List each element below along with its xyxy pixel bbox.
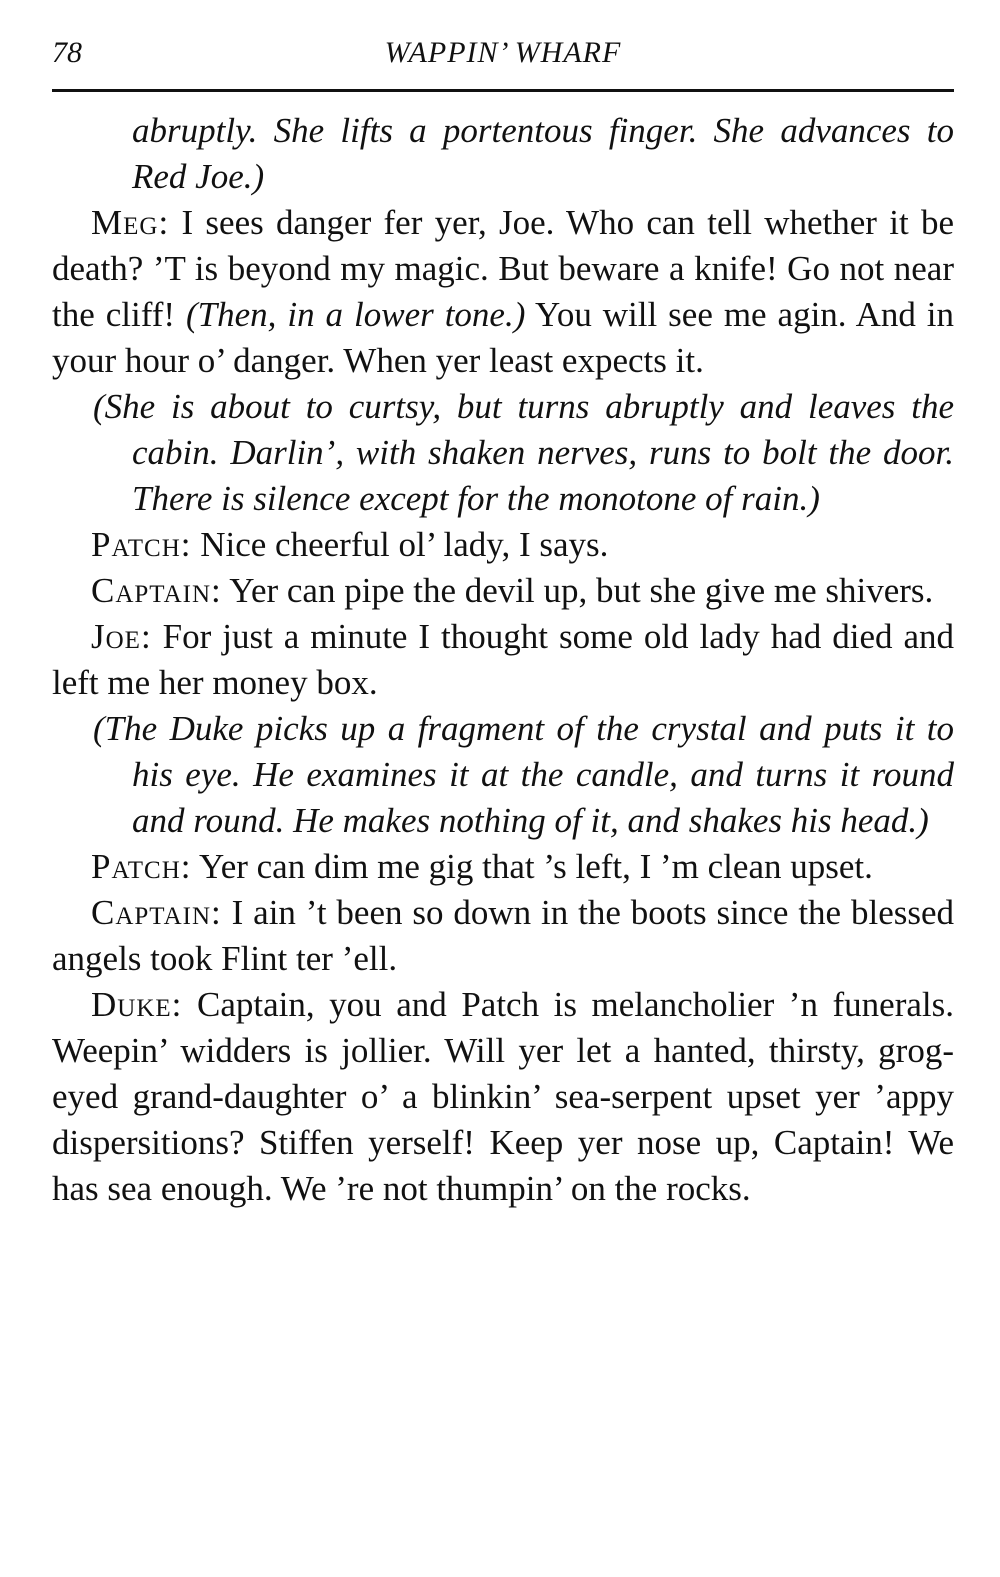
page-header [52,36,954,76]
dialogue-paragraph [52,614,954,706]
speaker-name: Joe: [91,617,152,656]
stage-direction [52,706,954,844]
dialogue-text: Nice cheerful ol’ lady, I says. [200,525,609,564]
speaker-name: Captain: [91,571,222,610]
speaker-name: Patch: [91,525,192,564]
speaker-name: Duke: [91,985,183,1024]
dialogue-text: Yer can dim me gig that ’s left, I ’m clean upset. [198,847,873,886]
body-text [52,108,954,1212]
speaker-name: Meg: [91,203,170,242]
header-rule [52,89,954,92]
speaker-name: Patch: [91,847,192,886]
stage-direction [52,384,954,522]
page-number: 78 [52,36,82,69]
stage-direction [52,108,954,200]
stage-direction-text: (The Duke picks up a fragment of the crystal and puts it to his eye. He examines it at the candle, and turns it round and round. He makes nothing of it, and shakes his head.) [93,709,954,840]
dialogue-paragraph [52,522,954,568]
dialogue-paragraph [52,890,954,982]
running-title: WAPPIN’ WHARF [384,36,622,69]
dialogue-paragraph [52,844,954,890]
stage-direction-text: (She is about to curtsy, but turns abruptly and leaves the cabin. Darlin’, with shaken nerves, runs to bolt the door. There is silence except for the monotone of rain.) [93,387,954,518]
dialogue-paragraph [52,982,954,1212]
book-page [52,0,954,1577]
dialogue-text: Yer can pipe the devil up, but she give me shivers. [229,571,934,610]
dialogue-paragraph [52,200,954,384]
dialogue-text: Captain, you and Patch is melancholier ’n funerals. Weepin’ widders is jollier. Will yer let a hanted, thirsty, grog-eyed grand-daughter o’ a blinkin’ sea-serpent upset yer ’appy dispersitions? Stiffen yerself! Keep yer nose up, Captain! We has sea enough. We ’re not thumpin’ on the rocks. [52,985,955,1208]
speaker-name: Captain: [91,893,222,932]
stage-direction-text: abruptly. She lifts a portentous finger. She advances to Red Joe.) [132,111,954,196]
dialogue-text: I ain ’t been so down in the boots since the blessed angels took Flint ter ’ell. [52,893,954,978]
inline-stage-direction: (Then, in a lower tone.) [186,295,526,334]
dialogue-text: You will see me agin. And in your hour o’ danger. When yer least expects it. [52,295,955,380]
dialogue-text: For just a minute I thought some old lady had died and left me her money box. [52,617,954,702]
dialogue-text: I sees danger fer yer, Joe. Who can tell whether it be death? ’T is beyond my magic. But beware a knife! Go not near the cliff! [52,203,954,334]
dialogue-paragraph [52,568,954,614]
